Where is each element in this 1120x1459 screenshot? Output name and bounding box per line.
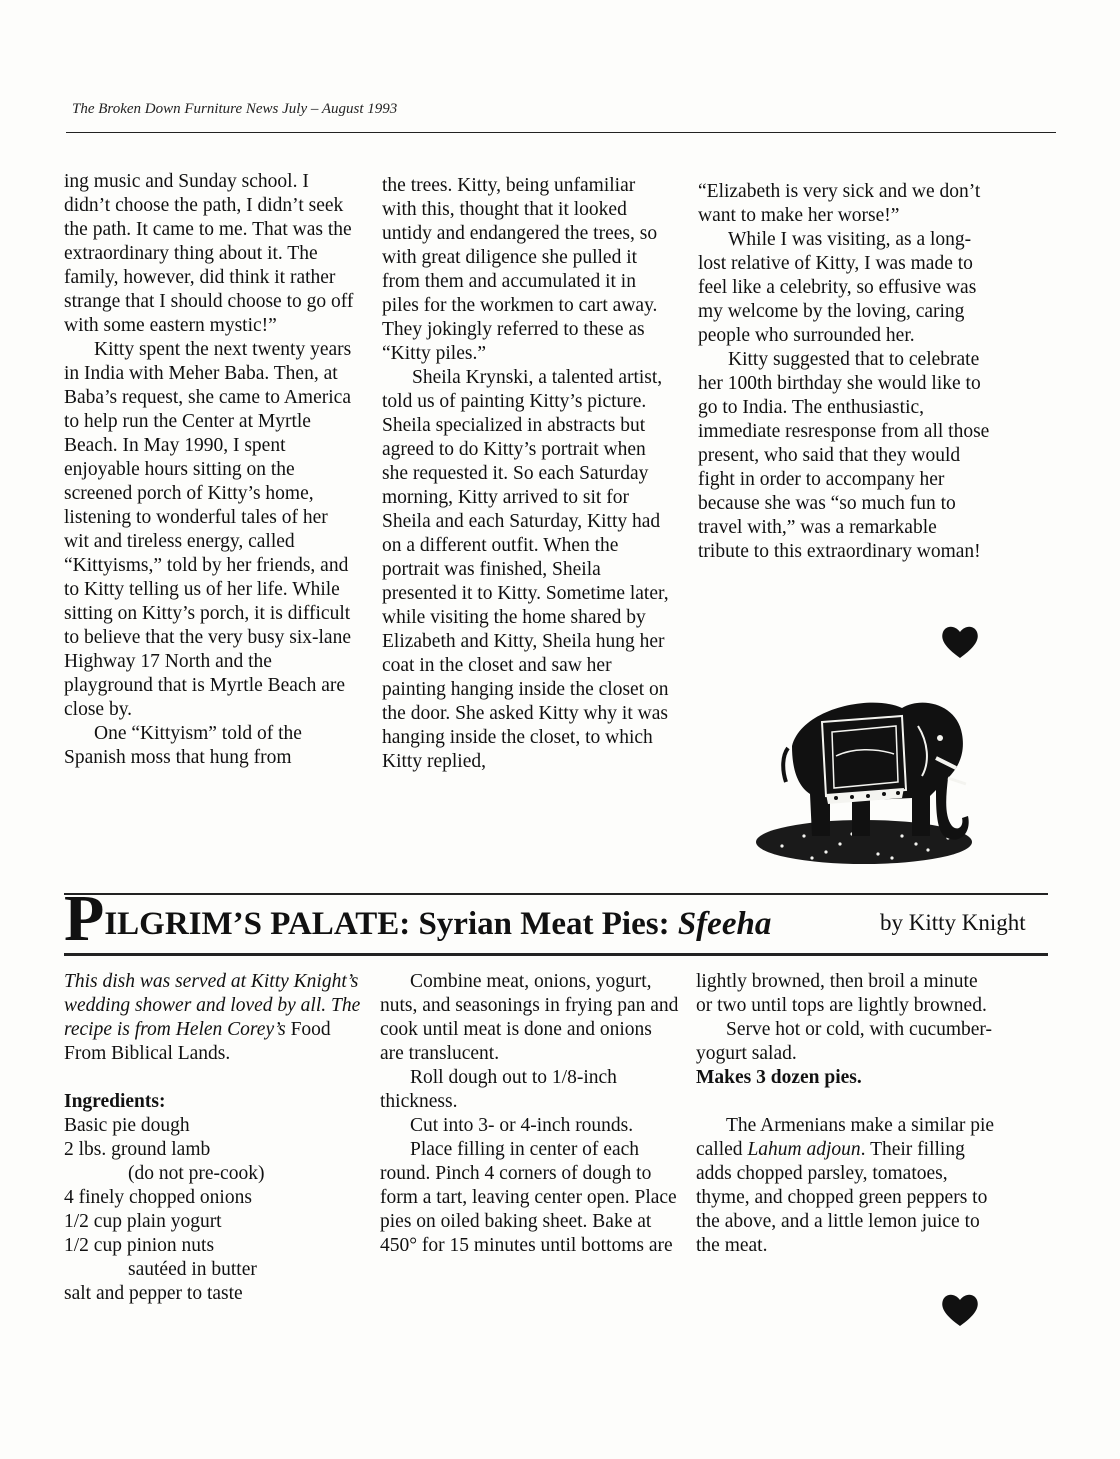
variant-dish-name: Lahum adjoun [747,1139,861,1160]
article-column-3 [698,180,990,564]
heart-icon [940,622,980,662]
article-column-1 [64,170,354,770]
book-title: Food From Biblical Lands. [64,1019,331,1064]
title-dropcap: P [64,882,105,955]
serving-note: Serve hot or cold, with cucumber-yogurt salad. [696,1019,993,1064]
intro-text: This dish was served at Kitty Knight’s wedding shower and loved by all. The recipe is from Helen Corey’s [64,971,361,1040]
paragraph: One “Kittyism” told of the Spanish moss that hung from [64,723,302,768]
ingredient-item: salt and pepper to taste [64,1283,243,1304]
recipe-column-1 [64,970,364,1306]
ingredient-item: Basic pie dough [64,1115,190,1136]
recipe-step: Combine meat, onions, yogurt, nuts, and seasonings in frying pan and cook until meat is done and onions are translucent. [380,971,679,1064]
article-column-2 [382,174,672,774]
recipe-step: Roll dough out to 1/8-inch thickness. [380,1067,617,1112]
ingredient-item: 4 finely chopped onions [64,1187,252,1208]
paragraph: “Elizabeth is very sick and we don’t want to make her worse!” [698,181,981,226]
running-header: The Broken Down Furniture News July – August 1993 [72,101,398,117]
recipe-step: Place filling in center of each round. Pinch 4 corners of dough to form a tart, leaving center open. Place pies on oiled baking sheet. Bake at 450° for 15 minutes until bottoms are [380,1139,677,1256]
variant-text: . Their filling adds chopped parsley, tomatoes, thyme, and chopped green peppers to the above, and a little lemon juice to the meat. [696,1139,988,1256]
paragraph: While I was visiting, as a long-lost relative of Kitty, I was made to feel like a celebrity, so effusive was my welcome by the loving, caring people who surrounded her. [698,229,977,346]
variant-text: The Armenians make a similar pie called [696,1115,995,1160]
recipe-intro [64,970,364,1066]
ingredient-item: 1/2 cup plain yogurt [64,1211,222,1232]
elephant-illustration [752,686,998,876]
heart-icon [940,1290,980,1330]
recipe-step: Cut into 3- or 4-inch rounds. [410,1115,634,1136]
recipe-step: lightly browned, then broil a minute or two until tops are lightly browned. [696,971,987,1016]
paragraph: Sheila Krynski, a talented artist, told us of painting Kitty’s picture. Sheila specialized in abstracts but agreed to do Kitty’s portrait when she requested it. So each Saturday morning, Kitty arrived to sit for Sheila and each Saturday, Kitty had on a different outfit. When the portrait was finished, Sheila presented it to Kitty. Sometime later, while visiting the home shared by Elizabeth and Kitty, Sheila hung her coat in the closet and saw her painting hanging inside the closet on the door. She asked Kitty why it was hanging inside the closet, to which Kitty replied, [382,367,669,772]
paragraph: Kitty suggested that to celebrate her 100th birthday she would like to go to India. The enthusiastic, immediate resresponse from all those present, who said that they would fight in order to accompany her because she was “so much fun to travel with,” was a remarkable tribute to this extraordinary woman! [698,349,990,562]
title-text: ILGRIM’S PALATE: Syrian Meat Pies: [104,906,678,942]
recipe-yield: Makes 3 dozen pies. [696,1067,862,1088]
byline: by Kitty Knight [880,910,1026,935]
ingredient-item: 1/2 cup pinion nuts [64,1235,215,1256]
recipe-column-3 [696,970,996,1258]
paragraph: the trees. Kitty, being unfamiliar with this, thought that it looked untidy and endangered the trees, so with great diligence she pulled it from them and accumulated it in piles for the workmen to cart away. They jokingly referred to these as “Kitty piles.” [382,175,658,364]
ingredients-heading: Ingredients: [64,1091,166,1112]
header-rule [66,132,1056,133]
paragraph: Kitty spent the next twenty years in India with Meher Baba. Then, at Baba’s request, she came to America to help run the Center at Myrtle Beach. In May 1990, I spent enjoyable hours sitting on the screened porch of Kitty’s home, listening to wonderful tales of her wit and tireless energy, called “Kittyisms,” told by her friends, and to Kitty telling us of her life. While sitting on Kitty’s porch, it is difficult to believe that the very busy six-lane Highway 17 North and the playground that is Myrtle Beach are close by. [64,339,352,720]
recipe-title [64,884,771,959]
ingredient-item: 2 lbs. ground lamb [64,1139,211,1160]
ingredient-item: sautéed in butter [128,1259,257,1280]
ingredient-item: (do not pre-cook) [128,1163,265,1184]
paragraph: ing music and Sunday school. I didn’t choose the path, I didn’t seek the path. It came to me. That was the extraordinary thing about it. The family, however, did think it rather strange that I should choose to go off with some eastern mystic!” [64,171,354,336]
title-dish-name: Sfeeha [677,906,772,942]
recipe-column-2 [380,970,680,1258]
armenian-variant [696,1114,996,1258]
section-rule-bottom [64,953,1048,956]
